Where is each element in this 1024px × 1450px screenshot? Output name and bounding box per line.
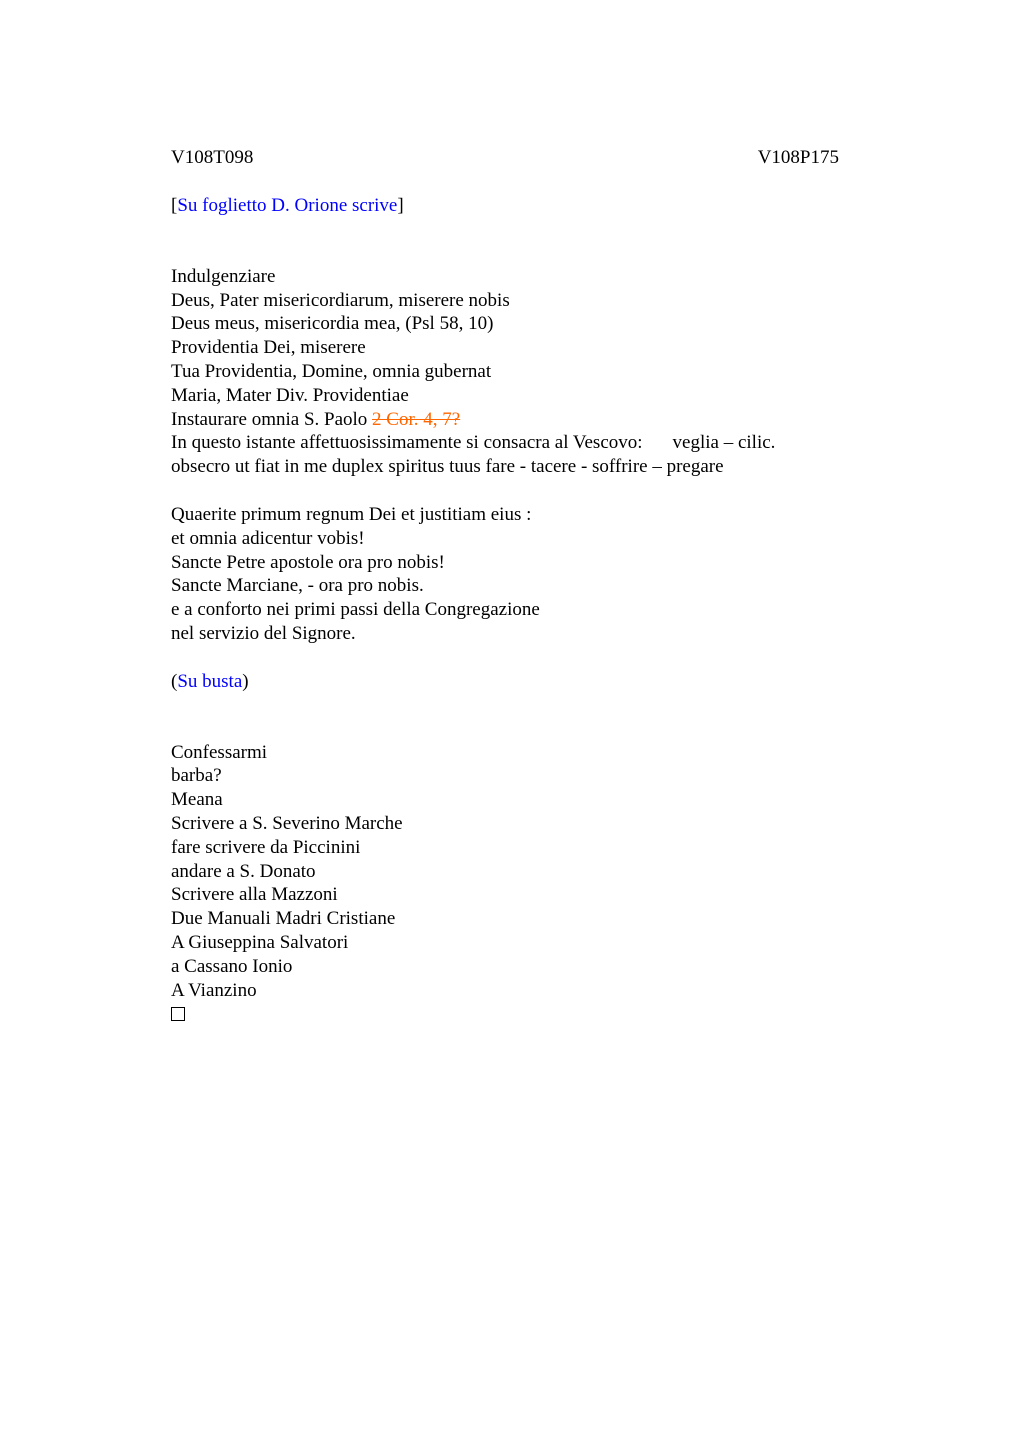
text-line: Indulgenziare [171, 265, 276, 287]
editorial-note-busta: (Su busta) [171, 670, 249, 692]
document-page [171, 146, 839, 1026]
text-line: Tua Providentia, Domine, omnia gubernat [171, 360, 492, 382]
list-item: Meana [171, 789, 223, 811]
text-line: Providentia Dei, miserere [171, 337, 366, 359]
quaerite-block [171, 503, 839, 646]
editorial-note-text: Su busta [177, 670, 243, 692]
list-item: fare scrivere da Piccinini [171, 836, 361, 858]
list-item: Scrivere alla Mazzoni [171, 884, 338, 906]
text-line: nel servizio del Signore. [171, 622, 356, 644]
box-icon [171, 1007, 185, 1021]
struck-reference: 2 Cor. 4, 7? [372, 408, 461, 430]
document-code-left: V108T098 [171, 147, 254, 168]
text-line: Deus meus, misericordia mea, (Psl 58, 10) [171, 313, 494, 335]
text-line: Deus, Pater misericordiarum, miserere nobis [171, 289, 510, 311]
list-item: Due Manuali Madri Cristiane [171, 908, 396, 930]
text-line: Sancte Petre apostole ora pro nobis! [171, 551, 445, 573]
text-line: Quaerite primum regnum Dei et justitiam eius : [171, 503, 532, 525]
todo-list [171, 741, 839, 1027]
prayer-block [171, 265, 839, 479]
list-item: A Vianzino [171, 979, 257, 1001]
consacra-line: In questo istante affettuosissimamente si consacra al Vescovo: veglia – cilic. [171, 432, 776, 454]
editorial-note-text: Su foglietto D. Orione scrive [177, 195, 398, 216]
list-item: Scrivere a S. Severino Marche [171, 812, 403, 834]
list-item: andare a S. Donato [171, 860, 316, 882]
text-line: Sancte Marciane, - ora pro nobis. [171, 575, 424, 597]
list-item: a Cassano Ionio [171, 955, 293, 977]
list-item: A Giuseppina Salvatori [171, 931, 349, 953]
editorial-note-foglietto: [Su foglietto D. Orione scrive] [171, 195, 404, 216]
list-item: Confessarmi [171, 741, 268, 763]
obsecro-line: obsecro ut fiat in me duplex spiritus tuus fare - tacere - soffrire – pregare [171, 456, 724, 478]
text-line: et omnia adicentur vobis! [171, 527, 365, 549]
text-line: Maria, Mater Div. Providentiae [171, 384, 409, 406]
text-line: e a conforto nei primi passi della Congregazione [171, 599, 540, 621]
page-header [171, 146, 839, 170]
list-item: barba? [171, 765, 222, 787]
document-code-right: V108P175 [757, 147, 839, 168]
empty-box-glyph [171, 1002, 839, 1026]
instaurare-line: Instaurare omnia S. Paolo 2 Cor. 4, 7? [171, 408, 461, 430]
